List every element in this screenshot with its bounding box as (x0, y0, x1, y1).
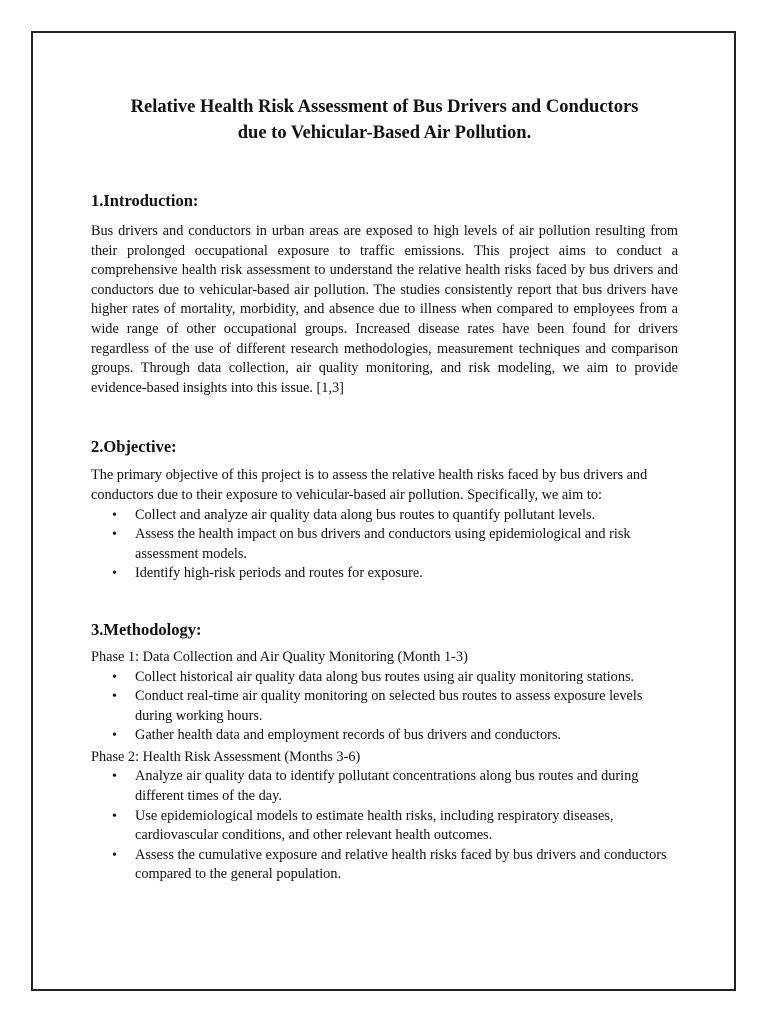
objective-list (91, 506, 678, 584)
bullet-icon: • (112, 689, 117, 705)
objective-heading: 2.Objective: (91, 437, 177, 457)
list-item-text: Use epidemiological models to estimate health risks, including respiratory diseases, cardiovascular conditions, and other relevant health outcomes. (135, 807, 614, 844)
list-item (91, 687, 678, 726)
list-item-text: Collect historical air quality data along bus routes using air quality monitoring stations. (135, 668, 635, 685)
list-item-text: Identify high-risk periods and routes for exposure. (135, 565, 423, 582)
title-line-1: Relative Health Risk Assessment of Bus Drivers and Conductors (130, 97, 639, 117)
document-body (91, 94, 678, 885)
list-item-text: Collect and analyze air quality data along bus routes to quantify pollutant levels. (135, 506, 596, 523)
list-item (91, 668, 678, 688)
introduction-heading: 1.Introduction: (91, 191, 199, 210)
list-item (91, 807, 678, 846)
bullet-icon: • (112, 728, 117, 744)
objective-paragraph: The primary objective of this project is to assess the relative health risks faced by bus drivers and conductors due to their exposure to vehicular-based air pollution. Specifically, we aim to: (91, 467, 648, 503)
phase-1-label: Phase 1: Data Collection and Air Quality Monitoring (Month 1-3) (91, 648, 468, 665)
bullet-icon: • (112, 669, 117, 685)
list-item-text: Analyze air quality data to identify pollutant concentrations along bus routes and during different times of the day. (135, 768, 639, 805)
bullet-icon: • (112, 527, 117, 543)
bullet-icon: • (112, 808, 117, 824)
list-item (91, 506, 678, 526)
list-item-text: Assess the cumulative exposure and relative health risks faced by bus drivers and conductors compared to the general population. (135, 846, 667, 883)
list-item (91, 846, 678, 885)
list-item-text: Gather health data and employment records of bus drivers and conductors. (135, 727, 561, 744)
title-line-2: due to Vehicular-Based Air Pollution. (237, 123, 532, 143)
phase-2-label: Phase 2: Health Risk Assessment (Months 3-6) (91, 748, 361, 765)
list-item (91, 564, 678, 584)
phase-2-list (91, 767, 678, 885)
list-item-text: Assess the health impact on bus drivers and conductors using epidemiological and risk assessment models. (135, 526, 631, 562)
bullet-icon: • (112, 566, 117, 582)
bullet-icon: • (112, 847, 117, 863)
document-title (91, 94, 678, 146)
bullet-icon: • (112, 769, 117, 785)
list-item-text: Conduct real-time air quality monitoring on selected bus routes to assess exposure levels during working hours. (135, 688, 643, 724)
bullet-icon: • (112, 507, 117, 523)
introduction-paragraph: Bus drivers and conductors in urban areas are exposed to high levels of air pollution resulting from their prolonged occupational exposure to traffic emissions. This project aims to conduct a comprehensive health risk assessment to understand the relative health risks faced by bus drivers and conductors due to vehicular-based air pollution. The studies consistently report that bus drivers have higher rates of mortality, morbidity, and absence due to illness when compared to employees from a wide range of other occupational groups. Increased disease rates have been found for drivers regardless of the use of different research methodologies, measurement techniques and comparison groups. Through data collection, air quality monitoring, and risk modeling, we aim to provide evidence-based insights into this issue. [1,3] (91, 223, 678, 396)
methodology-heading: 3.Methodology: (91, 619, 202, 639)
list-item (91, 525, 678, 564)
list-item (91, 767, 678, 806)
phase-1-list (91, 668, 678, 746)
list-item (91, 726, 678, 746)
